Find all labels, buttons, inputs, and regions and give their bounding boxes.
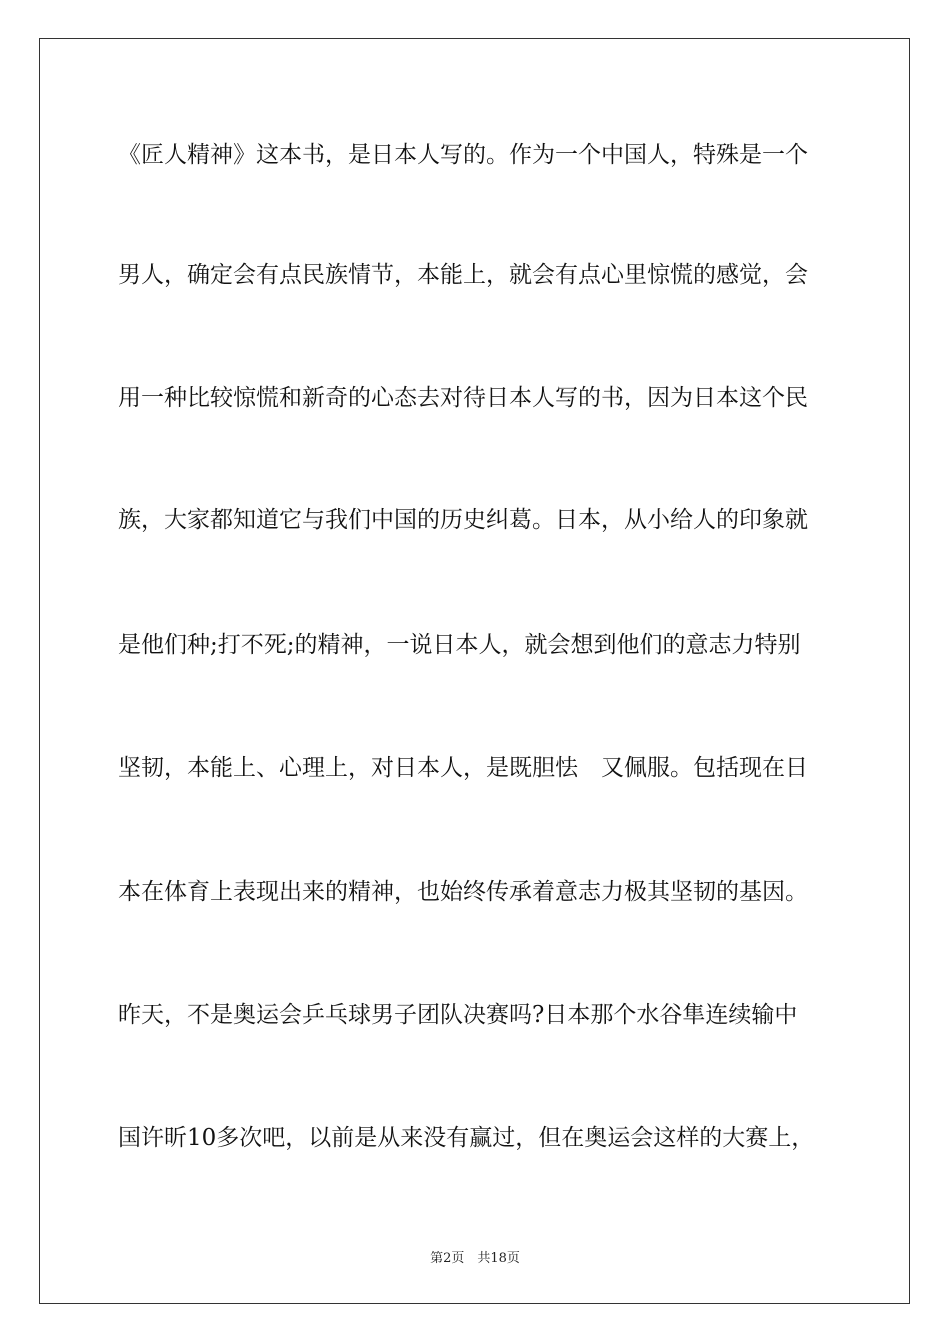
body-text-line-6: 坚韧，本能上、心理上，对日本人，是既胆怯 又佩服。包括现在日 [118,755,808,781]
page-border [39,38,910,1304]
body-text-line-7: 本在体育上表现出来的精神，也始终传承着意志力极其坚韧的基因。 [118,879,808,905]
body-text-line-5: 是他们种;打不死;的精神，一说日本人，就会想到他们的意志力特别 [118,632,801,658]
body-text-line-8: 昨天，不是奥运会乒乓球男子团队决赛吗?日本那个水谷隼连续输中 [118,1002,798,1028]
body-text-line-4: 族，大家都知道它与我们中国的历史纠葛。日本，从小给人的印象就 [118,507,808,533]
page-number-footer: 第2页 共18页 [430,1251,520,1266]
body-text-line-3: 用一种比较惊慌和新奇的心态去对待日本人写的书，因为日本这个民 [118,385,808,411]
body-text-line-2: 男人，确定会有点民族情节，本能上，就会有点心里惊慌的感觉，会 [118,262,808,288]
body-text-line-1: 《匠人精神》这本书，是日本人写的。作为一个中国人，特殊是一个 [118,142,808,168]
body-text-line-9: 国许昕10多次吧，以前是从来没有赢过，但在奥运会这样的大赛上， [118,1125,815,1151]
